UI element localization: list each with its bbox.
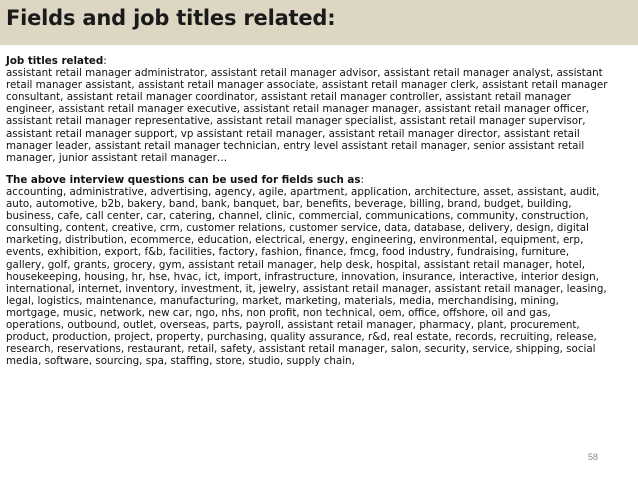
job-titles-line: consultant, assistant retail manager coordinator, assistant retail manager controller, assistant retail manager (6, 91, 571, 104)
fields-line: marketing, distribution, ecommerce, education, electrical, energy, engineering, environmental, equipment, erp, (6, 234, 584, 247)
section-gap (6, 164, 634, 174)
job-titles-heading (6, 55, 634, 67)
slide-body (6, 55, 634, 367)
fields-line: events, exhibition, export, f&b, facilities, factory, fashion, finance, fmcg, food industry, fundraising, furniture, (6, 246, 570, 259)
job-titles-heading-colon: : (103, 55, 107, 67)
job-titles-line: assistant retail manager support, vp assistant retail manager, assistant retail manager director, assistant retail (6, 127, 580, 140)
fields-line: mortgage, music, network, new car, ngo, nhs, non profit, non technical, oem, office, offshore, oil and gas, (6, 306, 551, 319)
fields-line: consulting, content, creative, crm, customer relations, customer service, data, database, delivery, design, digital (6, 222, 589, 235)
fields-line: operations, outbound, outlet, overseas, parts, payroll, assistant retail manager, pharmacy, plant, procurement, (6, 318, 580, 331)
job-titles-line: retail manager assistant, assistant retail manager associate, assistant retail manager clerk, assistant retail manager (6, 79, 608, 92)
job-titles-line: manager leader, assistant retail manager technician, entry level assistant retail manager, senior assistant retail (6, 139, 585, 152)
fields-line: auto, automotive, b2b, bakery, band, bank, banquet, bar, benefits, beverage, billing, brand, budget, building, (6, 198, 572, 211)
fields-heading-text: The above interview questions can be used for fields such as (6, 173, 361, 186)
fields-line: research, reservations, restaurant, retail, safety, assistant retail manager, salon, security, service, shipping, social (6, 343, 596, 356)
fields-line: business, cafe, call center, car, catering, channel, clinic, commercial, communications, community, construction, (6, 210, 589, 223)
job-titles-list (6, 67, 634, 164)
fields-heading-colon: : (360, 173, 364, 186)
title-bar (0, 0, 638, 45)
fields-line: housekeeping, housing, hr, hse, hvac, ict, import, infrastructure, innovation, insurance, interactive, interior design, (6, 270, 599, 283)
slide-title: Fields and job titles related: (6, 6, 336, 30)
fields-line: international, internet, inventory, investment, it, jewelry, assistant retail manager, assistant retail manager, leasing, (6, 282, 607, 295)
job-titles-line: assistant retail manager representative, assistant retail manager specialist, assistant retail manager supervisor, (6, 115, 586, 128)
job-titles-heading-text: Job titles related (6, 55, 104, 67)
fields-line: accounting, administrative, advertising, agency, agile, apartment, application, architecture, asset, assistant, audit, (6, 185, 600, 198)
job-titles-line: engineer, assistant retail manager executive, assistant retail manager manager, assistant retail manager officer, (6, 103, 590, 116)
job-titles-line: manager, junior assistant retail manager… (6, 151, 228, 164)
fields-line: gallery, golf, grants, grocery, gym, assistant retail manager, help desk, hospital, assistant retail manager, hotel, (6, 258, 585, 271)
fields-line: product, production, project, property, purchasing, quality assurance, r&d, real estate, records, recruiting, release, (6, 331, 597, 344)
job-titles-line: assistant retail manager administrator, assistant retail manager advisor, assistant retail manager analyst, assistant (6, 67, 603, 80)
fields-list (6, 186, 634, 367)
page-number: 58 (587, 452, 598, 462)
fields-heading (6, 174, 634, 186)
fields-line: media, software, sourcing, spa, staffing, store, studio, supply chain, (6, 355, 355, 368)
fields-line: legal, logistics, maintenance, manufacturing, market, marketing, materials, media, merchandising, mining, (6, 294, 559, 307)
